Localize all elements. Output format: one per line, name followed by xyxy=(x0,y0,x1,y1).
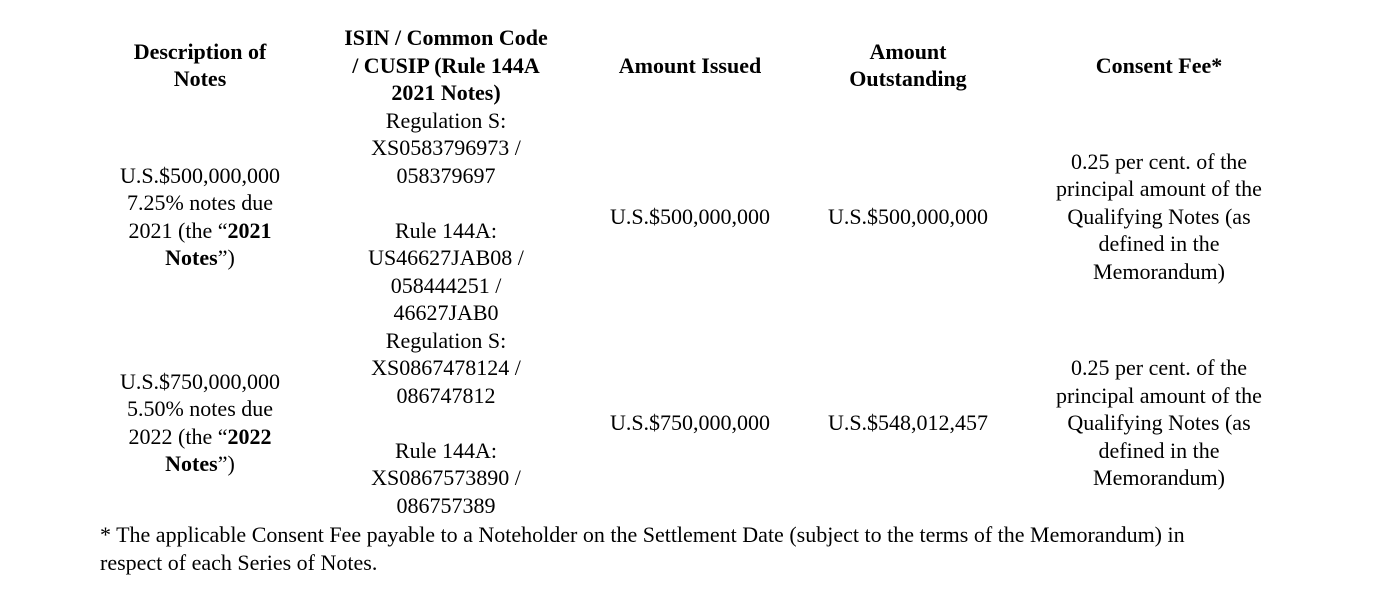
cell-isin: Regulation S: XS0583796973 / 058379697 Rule 144A: US46627JAB08 / 058444251 / 46627JAB0 xyxy=(368,107,524,325)
header-isin: ISIN / Common Code / CUSIP (Rule 144A 2021 Notes) xyxy=(344,25,548,105)
table-row xyxy=(100,327,1290,520)
table-header-row xyxy=(100,24,1290,107)
cell-description: U.S.$750,000,000 5.50% notes due 2022 (the “2022 Notes”) xyxy=(119,368,281,477)
cell-consent-fee: 0.25 per cent. of the principal amount of the Qualifying Notes (as defined in the Memorandum) xyxy=(1056,148,1262,284)
cell-consent-fee: 0.25 per cent. of the principal amount of the Qualifying Notes (as defined in the Memorandum) xyxy=(1056,355,1262,490)
cell-amount-outstanding: U.S.$500,000,000 xyxy=(827,203,989,229)
header-amount-outstanding: Amount Outstanding xyxy=(849,38,967,92)
notes-table xyxy=(100,24,1290,519)
cell-isin: Regulation S: XS0867478124 / 086747812 Rule 144A: XS0867573890 / 086757389 xyxy=(371,327,521,518)
footnote: * The applicable Consent Fee payable to a Noteholder on the Settlement Date (subject to the terms of the Memorandum) in respect of each Series of Notes. xyxy=(100,522,1185,575)
header-amount-issued: Amount Issued xyxy=(618,52,762,78)
cell-amount-issued: U.S.$750,000,000 xyxy=(609,410,771,435)
header-consent-fee: Consent Fee* xyxy=(1095,52,1223,78)
cell-description: U.S.$500,000,000 7.25% notes due 2021 (the “2021 Notes”) xyxy=(119,162,281,270)
cell-amount-issued: U.S.$500,000,000 xyxy=(609,203,771,229)
table-row xyxy=(100,107,1290,327)
header-description: Description of Notes xyxy=(133,38,267,92)
cell-amount-outstanding: U.S.$548,012,457 xyxy=(827,410,989,435)
